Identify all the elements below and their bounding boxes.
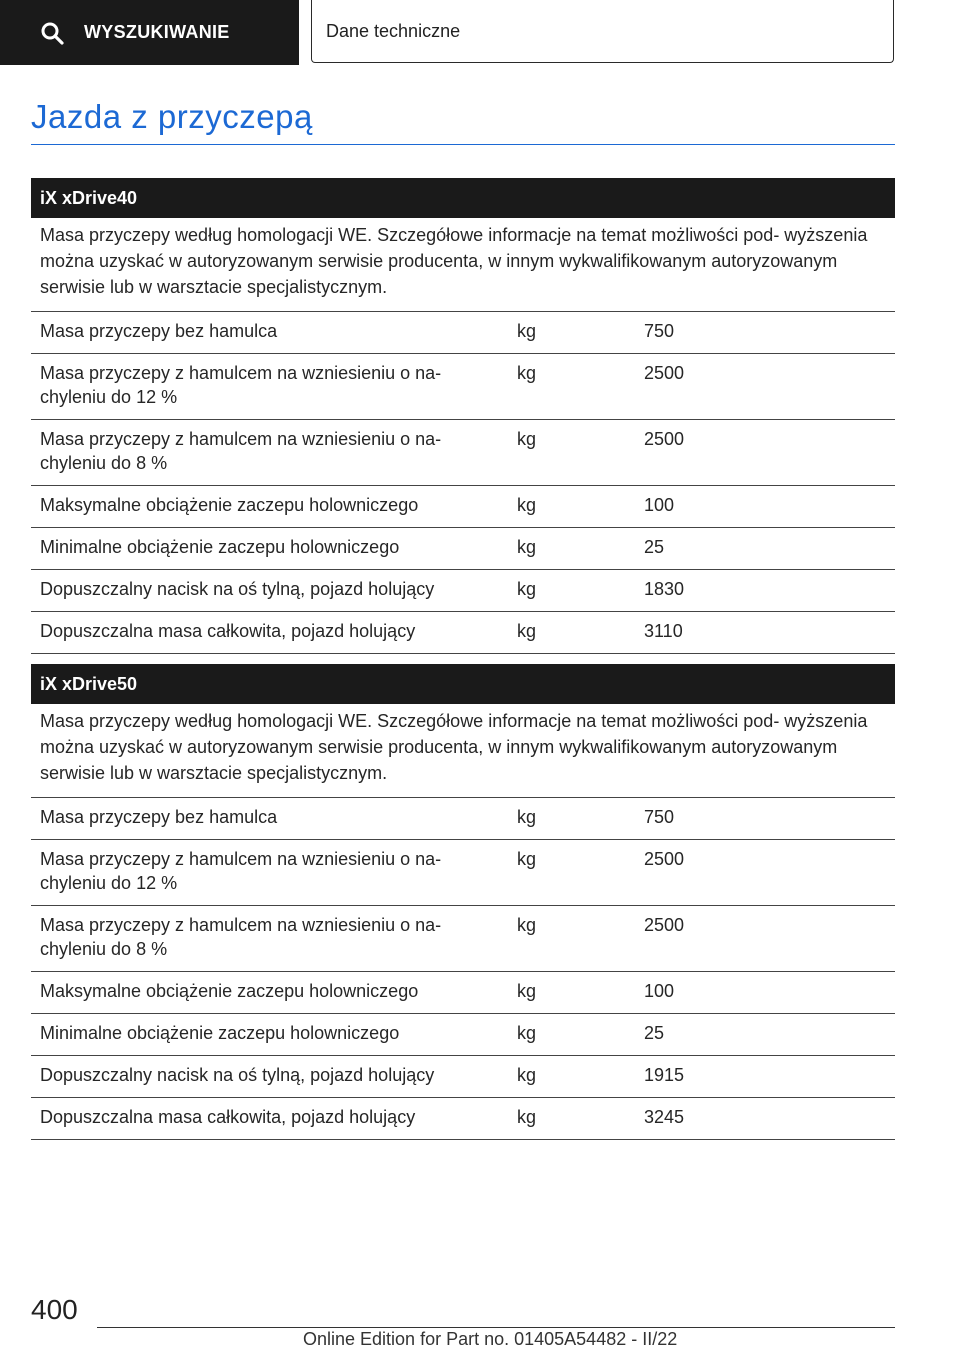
row-value: 3245 bbox=[644, 1107, 685, 1127]
row-label: Dopuszczalny nacisk na oś tylną, pojazd holujący bbox=[40, 579, 435, 599]
row-unit: kg bbox=[517, 321, 537, 341]
row-value: 100 bbox=[644, 495, 675, 515]
row-label: Maksymalne obciążenie zaczepu holowniczego bbox=[40, 981, 419, 1001]
page-number: 400 bbox=[31, 1294, 78, 1325]
row-value: 750 bbox=[644, 321, 675, 341]
table-row bbox=[31, 420, 895, 486]
row-label: Minimalne obciążenie zaczepu holowniczego bbox=[40, 1023, 400, 1043]
table-row bbox=[31, 1014, 895, 1056]
row-value: 25 bbox=[644, 1023, 665, 1043]
row-value: 2500 bbox=[644, 915, 685, 935]
row-unit: kg bbox=[517, 1065, 537, 1085]
row-unit: kg bbox=[517, 495, 537, 515]
row-value: 25 bbox=[644, 537, 665, 557]
section-heading: iX xDrive40 bbox=[31, 178, 895, 218]
row-value: 2500 bbox=[644, 363, 685, 383]
row-unit: kg bbox=[517, 579, 537, 599]
row-unit: kg bbox=[517, 915, 537, 935]
row-label: Masa przyczepy bez hamulca bbox=[40, 807, 278, 827]
row-value: 100 bbox=[644, 981, 675, 1001]
search-button[interactable] bbox=[0, 0, 299, 65]
table-row bbox=[31, 486, 895, 528]
table-row bbox=[31, 1098, 895, 1140]
page-title: Jazda z przyczepą bbox=[31, 98, 313, 135]
title-divider bbox=[31, 144, 895, 145]
section-heading: iX xDrive50 bbox=[31, 664, 895, 704]
top-bar bbox=[0, 0, 960, 66]
row-unit: kg bbox=[517, 363, 537, 383]
row-value: 2500 bbox=[644, 849, 685, 869]
row-label: Dopuszczalna masa całkowita, pojazd holujący bbox=[40, 621, 416, 641]
table-row bbox=[31, 528, 895, 570]
row-label: Dopuszczalny nacisk na oś tylną, pojazd holujący bbox=[40, 1065, 435, 1085]
table-row bbox=[31, 1056, 895, 1098]
row-unit: kg bbox=[517, 1023, 537, 1043]
table-row bbox=[31, 354, 895, 420]
search-icon bbox=[40, 21, 64, 45]
section-description: Masa przyczepy według homologacji WE. Szczegółowe informacje na temat możliwości pod- wyższenia można uzyskać w autoryzowanym serwisie producenta, w innym wykwalifikowanym autoryzowanym serwisie lub w warsztacie specjalistycznym. bbox=[40, 225, 868, 297]
row-unit: kg bbox=[517, 537, 537, 557]
row-unit: kg bbox=[517, 807, 537, 827]
row-label: Minimalne obciążenie zaczepu holowniczego bbox=[40, 537, 400, 557]
table-row bbox=[31, 570, 895, 612]
row-label: Masa przyczepy z hamulcem na wzniesieniu o na- chyleniu do 12 % bbox=[40, 363, 442, 407]
search-button-label: WYSZUKIWANIE bbox=[84, 22, 230, 42]
row-label: Masa przyczepy bez hamulca bbox=[40, 321, 278, 341]
row-unit: kg bbox=[517, 429, 537, 449]
spec-table bbox=[31, 797, 895, 1140]
row-label: Maksymalne obciążenie zaczepu holowniczego bbox=[40, 495, 419, 515]
row-value: 2500 bbox=[644, 429, 685, 449]
spec-table bbox=[31, 311, 895, 654]
breadcrumb-label: Dane techniczne bbox=[326, 20, 461, 41]
row-value: 1915 bbox=[644, 1065, 685, 1085]
row-label: Masa przyczepy z hamulcem na wzniesieniu o na- chyleniu do 8 % bbox=[40, 429, 442, 473]
row-unit: kg bbox=[517, 981, 537, 1001]
section-ix-xdrive40 bbox=[31, 178, 895, 654]
table-row bbox=[31, 906, 895, 972]
table-row bbox=[31, 312, 895, 354]
row-unit: kg bbox=[517, 849, 537, 869]
row-value: 750 bbox=[644, 807, 675, 827]
row-label: Dopuszczalna masa całkowita, pojazd holujący bbox=[40, 1107, 416, 1127]
table-row bbox=[31, 612, 895, 654]
section-description: Masa przyczepy według homologacji WE. Szczegółowe informacje na temat możliwości pod- wyższenia można uzyskać w autoryzowanym serwisie producenta, w innym wykwalifikowanym autoryzowanym serwisie lub w warsztacie specjalistycznym. bbox=[40, 711, 868, 783]
row-value: 1830 bbox=[644, 579, 685, 599]
breadcrumb[interactable] bbox=[311, 0, 894, 63]
row-unit: kg bbox=[517, 1107, 537, 1127]
table-row bbox=[31, 798, 895, 840]
row-value: 3110 bbox=[644, 621, 683, 641]
row-unit: kg bbox=[517, 621, 537, 641]
table-row bbox=[31, 972, 895, 1014]
footer-edition: Online Edition for Part no. 01405A54482 - II/22 bbox=[303, 1329, 678, 1349]
section-ix-xdrive50 bbox=[31, 664, 895, 1140]
row-label: Masa przyczepy z hamulcem na wzniesieniu o na- chyleniu do 12 % bbox=[40, 849, 442, 893]
footer-divider bbox=[97, 1327, 895, 1328]
table-row bbox=[31, 840, 895, 906]
row-label: Masa przyczepy z hamulcem na wzniesieniu o na- chyleniu do 8 % bbox=[40, 915, 442, 959]
